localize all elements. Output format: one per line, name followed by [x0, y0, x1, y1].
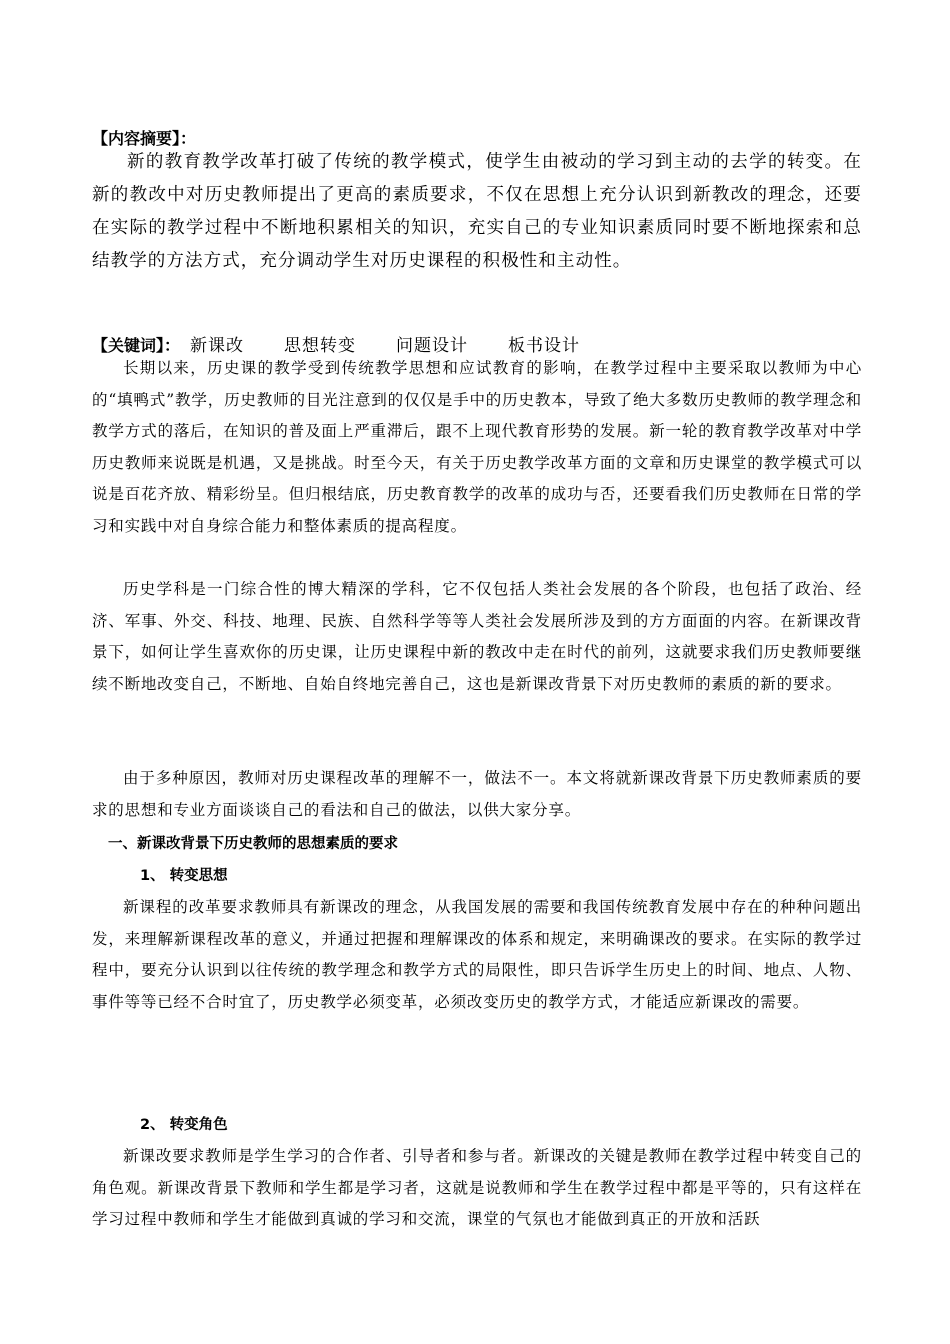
- keyword-item: 新课改: [190, 336, 245, 356]
- keyword-item: 板书设计: [508, 336, 581, 356]
- keyword-item: 问题设计: [396, 336, 469, 356]
- abstract-label: 【内容摘要】：: [92, 129, 197, 148]
- abstract-text: 新的教育教学改革打破了传统的教学模式，使学生由被动的学习到主动的去学的转变。在新的教改中对历史教师提出了更高的素质要求，不仅在思想上充分认识到新教改的理念，还要在实际的教学过程中不断地积累相关的知识，充实自己的专业知识素质同时要不断地探索和总结教学的方法方式，充分调动学生对历史课程的积极性和主动性。: [92, 152, 862, 271]
- paragraph-change-thinking: 新课程的改革要求教师具有新课改的理念，从我国发展的需要和我国传统教育发展中存在的种种问题出发，来理解新课程改革的意义，并通过把握和理解课改的体系和规定，来明确课改的要求。在实际的教学过程中，要充分认识到以往传统的教学理念和教学方式的局限性，即只告诉学生历史上的时间、地点、人物、事件等等已经不合时宜了，历史教学必须变革，必须改变历史的教学方式，才能适应新课改的需要。: [92, 898, 862, 1011]
- paragraph-history-subject: 历史学科是一门综合性的博大精深的学科，它不仅包括人类社会发展的各个阶段，也包括了政治、经济、军事、外交、科技、地理、民族、自然科学等等人类社会发展所涉及到的方方面面的内容。在新课改背景下，如何让学生喜欢你的历史课，让历史课程中新的教改中走在时代的前列，这就要求我们历史教师要继续不断地改变自己，不断地、自始自终地完善自己，这也是新课改背景下对历史教师的素质的新的要求。: [92, 580, 862, 693]
- paragraph-change-role: 新课改要求教师是学生学习的合作者、引导者和参与者。新课改的关键是教师在教学过程中转变自己的角色观。新课改背景下教师和学生都是学习者，这就是说教师和学生在教学过程中都是平等的，只有这样在学习过程中教师和学生才能做到真诚的学习和交流，课堂的气氛也才能做到真正的开放和活跃: [92, 1147, 862, 1228]
- keywords-label: 【关键词】：: [92, 336, 181, 355]
- section-title: 一、新课改背景下历史教师的思想素质的要求: [108, 836, 398, 852]
- subsection-title-role: 2、 转变角色: [140, 1117, 228, 1133]
- keyword-item: 思想转变: [284, 336, 357, 356]
- subsection-title-thinking: 1、 转变思想: [140, 868, 228, 884]
- paragraph-intro: 长期以来，历史课的教学受到传统教学思想和应试教育的影响，在教学过程中主要采取以教师为中心的“填鸭式”教学，历史教师的目光注意到的仅仅是手中的历史教本，导致了绝大多数历史教师的教学理念和教学方式的落后，在知识的普及面上严重滞后，跟不上现代教育形势的发展。新一轮的教育教学改革对中学历史教师来说既是机遇，又是挑战。时至今天，有关于历史教学改革方面的文章和历史课堂的教学模式可以说是百花齐放、精彩纷呈。但归根结底，历史教育教学的改革的成功与否，还要看我们历史教师在日常的学习和实践中对自身综合能力和整体素质的提高程度。: [92, 359, 862, 535]
- paragraph-overview: 由于多种原因，教师对历史课程改革的理解不一，做法不一。本文将就新课改背景下历史教师素质的要求的思想和专业方面谈谈自己的看法和自己的做法，以供大家分享。: [92, 769, 862, 819]
